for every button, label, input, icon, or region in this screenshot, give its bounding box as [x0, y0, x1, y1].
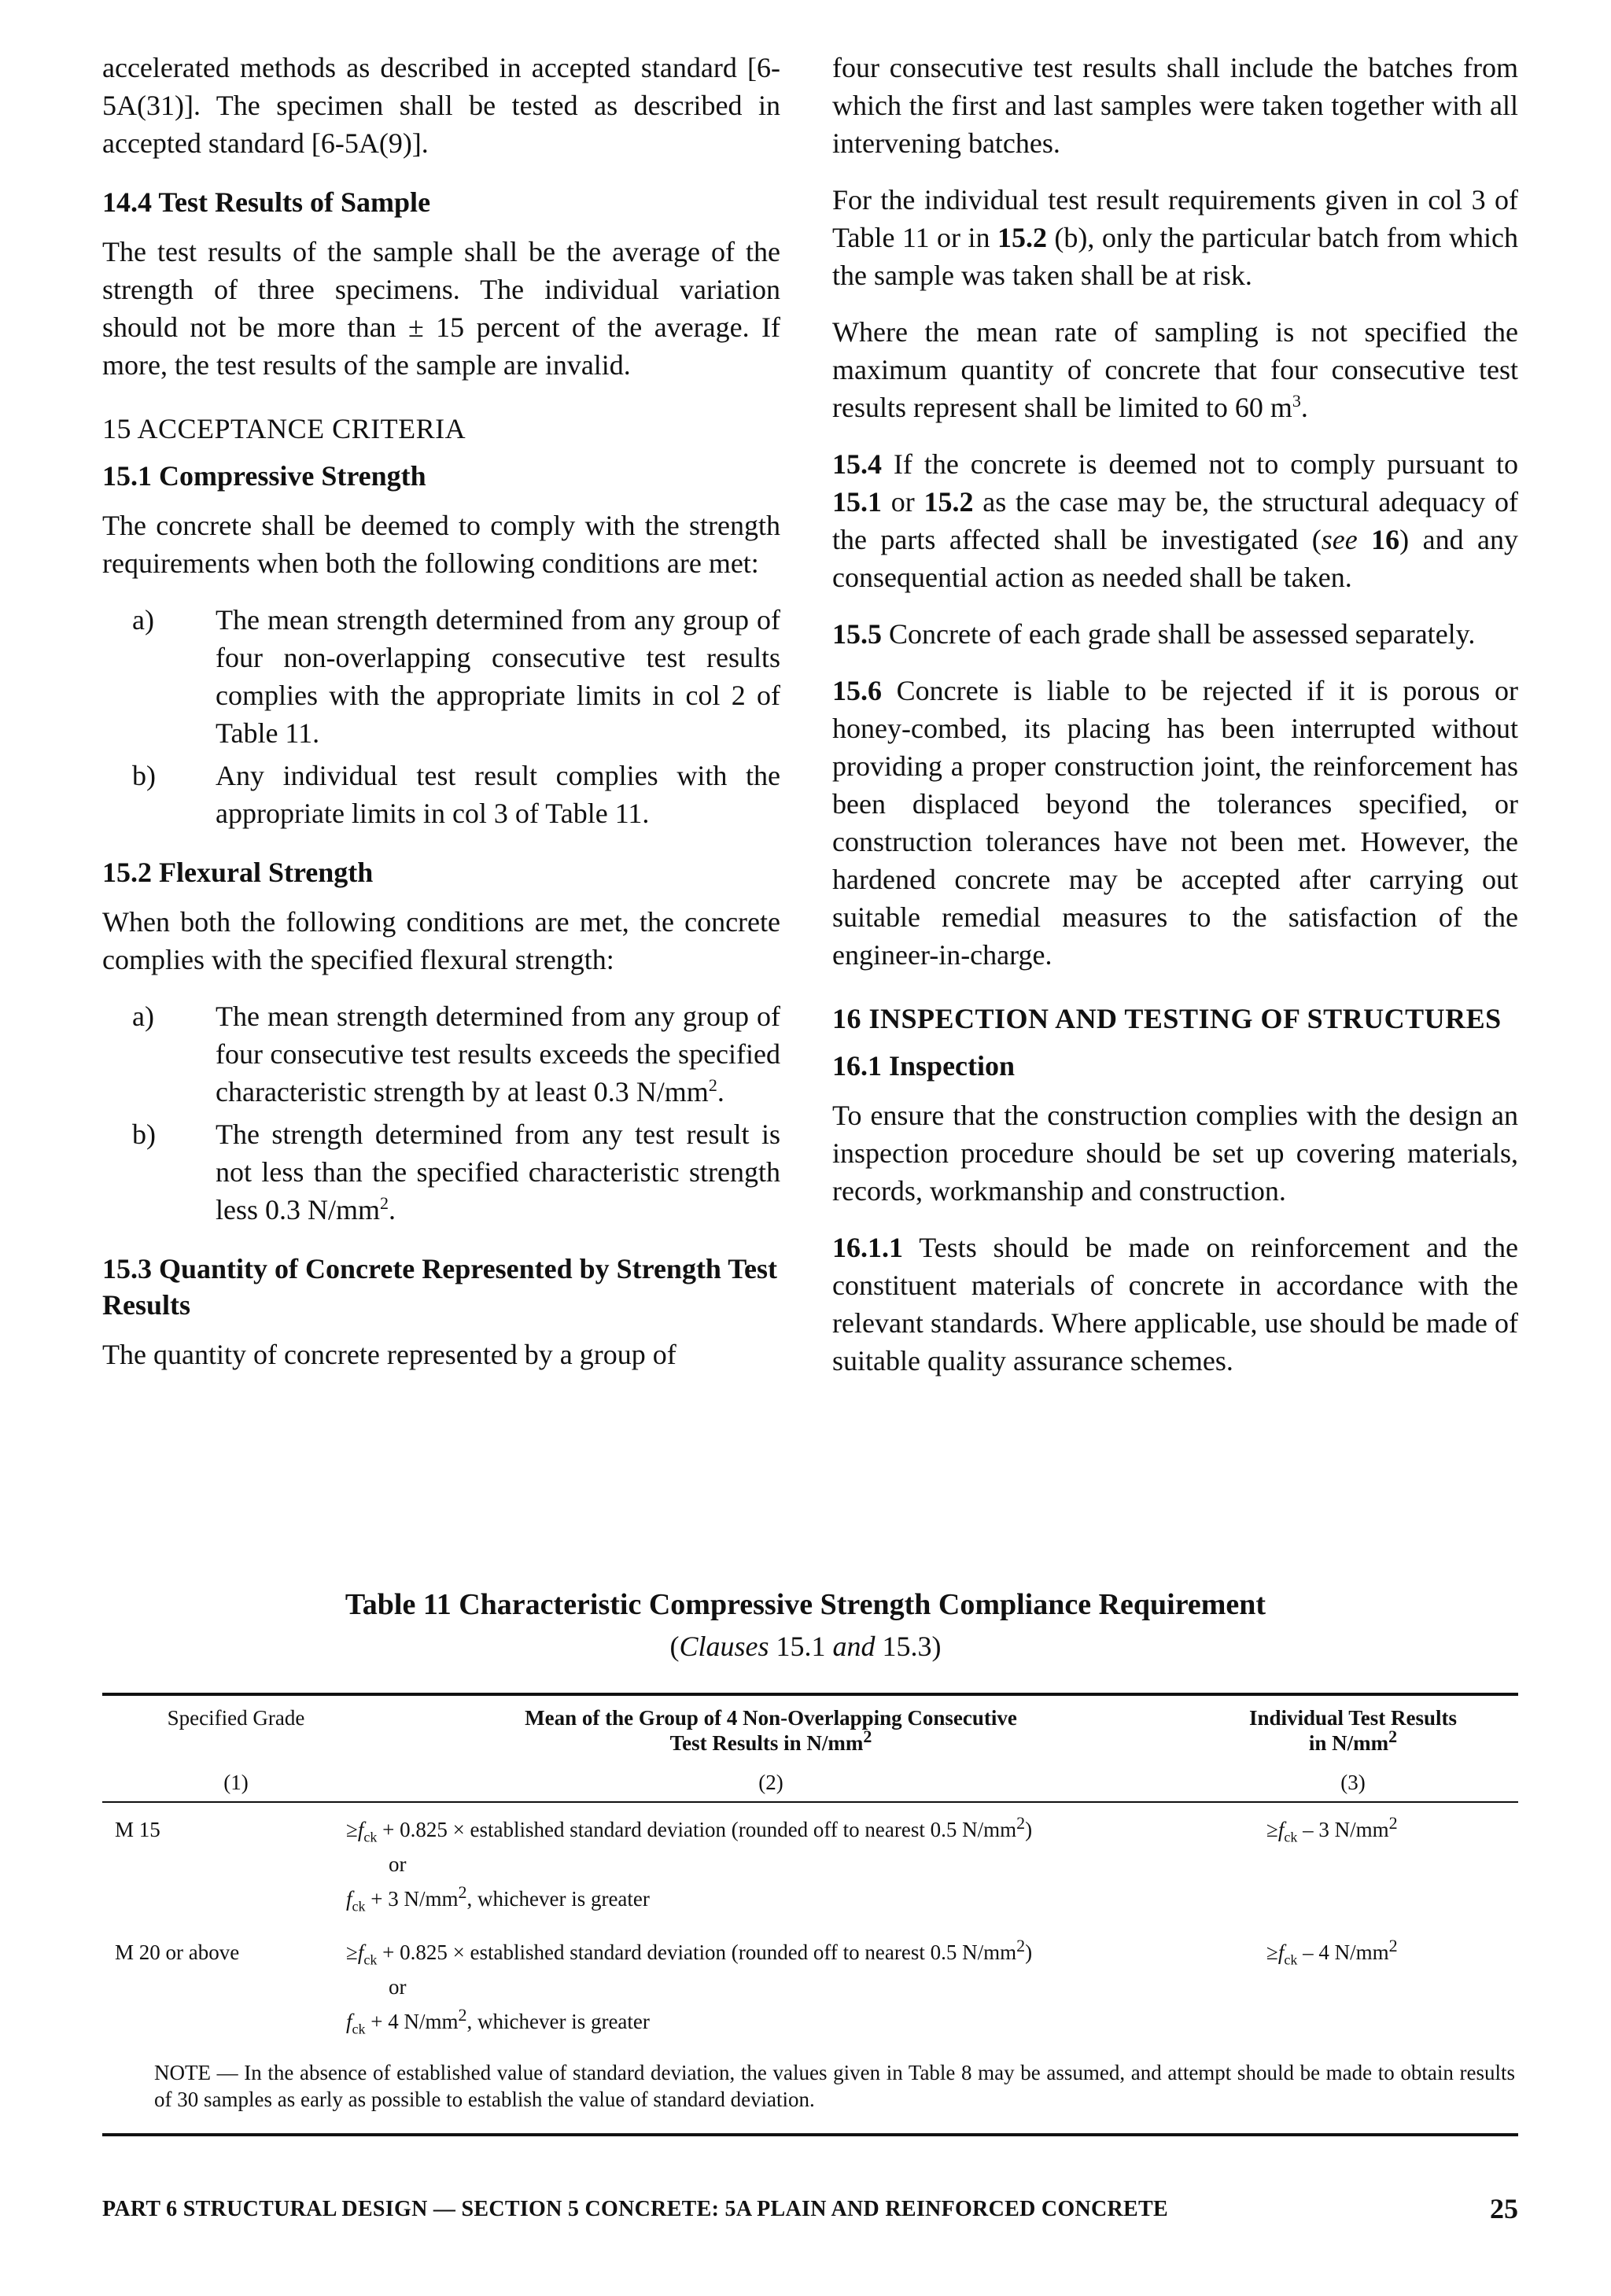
- text-run: Concrete of each grade shall be assessed separately.: [882, 618, 1476, 650]
- table-header-rule: [102, 1801, 1518, 1803]
- paragraph-15-4: [832, 445, 1518, 596]
- row-grade: M 20 or above: [115, 1940, 240, 1964]
- header-specified-grade: Specified Grade: [167, 1706, 305, 1730]
- row-grade: M 15: [115, 1818, 160, 1841]
- col-number: (1): [223, 1771, 249, 1794]
- header-mean-line1: Mean of the Group of 4 Non-Overlapping Consecutive: [525, 1706, 1017, 1730]
- superscript: 2: [708, 1075, 717, 1095]
- header-individual-results: [1196, 1705, 1510, 1756]
- heading-15-1: 15.1 Compressive Strength: [102, 460, 426, 492]
- paragraph-16-1-1: [832, 1229, 1518, 1380]
- row-individual: [1266, 1936, 1398, 1972]
- paragraph-individual-results: [832, 181, 1518, 294]
- page-number: 25: [1490, 2193, 1518, 2224]
- paragraph-15-3: The quantity of concrete represented by a group of: [102, 1339, 676, 1370]
- row-or: or: [389, 1975, 407, 1999]
- list-item: [102, 997, 780, 1111]
- clause-ref: 15.2: [997, 222, 1047, 253]
- text-run: If the concrete is deemed not to comply pursuant to: [882, 448, 1518, 480]
- heading-16: 16 INSPECTION AND TESTING OF STRUCTURES: [832, 1003, 1502, 1034]
- text-run: (b), only the particular batch from which the sample was taken shall be at risk.: [832, 222, 1518, 291]
- superscript: 2: [863, 1727, 872, 1746]
- punctuation: .: [717, 1076, 724, 1107]
- punctuation: ): [1025, 1940, 1033, 1964]
- text-run: Tests should be made on reinforcement and the constituent materials of concrete in accordance with the relevant standards. Where applicable, use should be made of suitable quality assurance schemes.: [832, 1232, 1518, 1376]
- row-individual: [1266, 1813, 1398, 1849]
- heading-15-2: 15.2 Flexural Strength: [102, 857, 374, 888]
- row-or: or: [389, 1852, 407, 1876]
- heading-15: 15 ACCEPTANCE CRITERIA: [102, 413, 466, 444]
- text-run: + 0.825 × established standard deviation (rounded off to nearest 0.5 N/mm: [377, 1818, 1017, 1841]
- text-run: Concrete is liable to be rejected if it is porous or honey-combed, its placing has been interrupted without providing a proper construction joint, the reinforcement has been displaced beyond the tolerances specified, or construction tolerances have not been met. However, the hardened concrete may be accepted after carrying out suitable remedial measures to the satisfaction of the engineer-in-charge.: [832, 675, 1518, 971]
- list-15-2: [102, 997, 780, 1229]
- text-run: ) and any consequential action as needed shall be taken.: [832, 524, 1518, 593]
- text-run: + 4 N/mm: [365, 2010, 459, 2033]
- subscript: ck: [363, 1829, 378, 1845]
- header-indiv-line2: [1196, 1727, 1510, 1756]
- superscript: 2: [1016, 1936, 1026, 1955]
- list-15-1: [102, 601, 780, 832]
- clauses-label: Clauses: [679, 1631, 769, 1662]
- row-mean-line1: [346, 1936, 1033, 1972]
- paragraph-14-4: The test results of the sample shall be the average of the strength of three specimens. The individual variation should not be more than ± 15 percent of the average. If more, the test results of the sample are invalid.: [102, 236, 780, 381]
- and-label: and: [832, 1631, 876, 1662]
- superscript: 3: [1292, 391, 1301, 411]
- paragraph-15-5: [832, 615, 1518, 653]
- intro-paragraph: accelerated methods as described in accepted standard [6-5A(31)]. The specimen shall be tested as described in accepted standard [6-5A(9)].: [102, 52, 780, 159]
- text-run: + 0.825 × established standard deviation (rounded off to nearest 0.5 N/mm: [377, 1940, 1017, 1964]
- list-item: [102, 601, 780, 752]
- superscript: 2: [458, 2005, 467, 2025]
- list-item-text: The mean strength determined from any group of four consecutive test results exceeds the specified characteristic strength by at least 0.3 N/mm: [216, 1001, 780, 1107]
- list-marker: b): [132, 760, 156, 791]
- right-column: [832, 49, 1518, 1399]
- superscript: 2: [1388, 1936, 1398, 1955]
- fck-symbol: f: [346, 2010, 352, 2033]
- text-run: as the case may be, the structural adequacy of the parts affected shall be investigated (: [832, 486, 1518, 555]
- punctuation: .: [389, 1194, 396, 1225]
- left-column: [102, 49, 780, 1392]
- clause-ref: 16: [1357, 524, 1400, 555]
- list-marker: a): [132, 604, 154, 636]
- text-run: Test Results in N/mm: [669, 1731, 864, 1755]
- punctuation: ): [1025, 1818, 1033, 1841]
- symbol: ≥: [346, 1818, 358, 1841]
- list-item-text: The mean strength determined from any group of four non-overlapping consecutive test results complies with the appropriate limits in col 2 of Table 11.: [216, 604, 780, 749]
- list-marker: a): [132, 1001, 154, 1032]
- list-marker: b): [132, 1119, 156, 1150]
- clause-ref: 15.2: [923, 486, 974, 518]
- text-run: – 4 N/mm: [1297, 1940, 1389, 1964]
- list-item: [102, 757, 780, 832]
- clause-number: 15.6: [832, 675, 882, 706]
- text-run: or: [882, 486, 924, 518]
- clause-number: 15.4: [832, 448, 882, 480]
- subscript: ck: [352, 2021, 366, 2037]
- col-number: (3): [1340, 1771, 1366, 1794]
- list-item-text: Any individual test result complies with the appropriate limits in col 3 of Table 11.: [216, 760, 780, 829]
- symbol: ≥: [346, 1940, 358, 1964]
- paragraph-15-6: [832, 672, 1518, 974]
- subscript: ck: [1284, 1829, 1298, 1845]
- symbol: ≥: [1266, 1940, 1278, 1964]
- header-mean-group: [393, 1705, 1148, 1756]
- text-run: , whichever is greater: [466, 1887, 650, 1911]
- row-mean-line1: [346, 1813, 1033, 1849]
- list-item-text: The strength determined from any test result is not less than the specified characteristic strength less 0.3 N/mm: [216, 1119, 780, 1225]
- paragraph-15-1: The concrete shall be deemed to comply with the strength requirements when both the following conditions are met:: [102, 510, 780, 579]
- punctuation: .: [1300, 392, 1308, 423]
- superscript: 2: [458, 1882, 467, 1902]
- superscript: 2: [1016, 1813, 1026, 1833]
- heading-14-4: 14.4 Test Results of Sample: [102, 186, 431, 218]
- subscript: ck: [352, 1898, 366, 1915]
- text-run: – 3 N/mm: [1297, 1818, 1389, 1841]
- text-run: + 3 N/mm: [365, 1887, 459, 1911]
- text-run: in N/mm: [1308, 1731, 1389, 1755]
- col-number: (2): [758, 1771, 783, 1794]
- table-note: NOTE — In the absence of established value of standard deviation, the values given in Table 8 may be assumed, and attempt should be made to obtain results of 30 samples as early as possible to establish the value of standard deviation.: [154, 2061, 1515, 2111]
- superscript: 2: [380, 1193, 389, 1213]
- fck-symbol: f: [357, 1940, 364, 1964]
- table-top-rule: [102, 1693, 1518, 1696]
- heading-16-1: 16.1 Inspection: [832, 1050, 1016, 1082]
- row-mean-line3: [346, 2005, 650, 2041]
- text-run: For the individual test result requirements given in col 3 of Table 11 or in: [832, 184, 1518, 253]
- clause-number: 16.1.1: [832, 1232, 903, 1263]
- clause-ref: 15.1: [832, 486, 882, 518]
- fck-symbol: f: [1277, 1940, 1285, 1964]
- clause-ref: 15.1: [769, 1631, 833, 1662]
- fck-symbol: f: [1277, 1818, 1285, 1841]
- paragraph-16-1: To ensure that the construction complies with the design an inspection procedure should be set up covering materials, records, workmanship and construction.: [832, 1100, 1518, 1207]
- paragraph-mean-rate: [832, 313, 1518, 426]
- text-run: Where the mean rate of sampling is not specified the maximum quantity of concrete that four consecutive test results represent shall be limited to 60 m: [832, 316, 1518, 423]
- header-mean-line2: [393, 1727, 1148, 1756]
- clause-ref: 15.3: [875, 1631, 932, 1662]
- text-run: , whichever is greater: [466, 2010, 650, 2033]
- running-footer: PART 6 STRUCTURAL DESIGN — SECTION 5 CONCRETE: 5A PLAIN AND REINFORCED CONCRETE: [102, 2197, 1168, 2221]
- symbol: ≥: [1266, 1818, 1278, 1841]
- superscript: 2: [1388, 1727, 1398, 1746]
- table-title: Table 11 Characteristic Compressive Strength Compliance Requirement: [345, 1588, 1266, 1621]
- table-bottom-rule: [102, 2133, 1518, 2136]
- continued-paragraph: four consecutive test results shall include the batches from which the first and last samples were taken together with all intervening batches.: [832, 52, 1518, 159]
- list-item: [102, 1115, 780, 1229]
- fck-symbol: f: [346, 1887, 352, 1911]
- fck-symbol: f: [357, 1818, 364, 1841]
- subscript: ck: [1284, 1951, 1298, 1968]
- paragraph-15-2: When both the following conditions are met, the concrete complies with the specified flexural strength:: [102, 906, 780, 975]
- row-mean-line3: [346, 1882, 650, 1918]
- table-clauses: (Clauses 15.1 and 15.3): [669, 1631, 942, 1662]
- header-indiv-line1: Individual Test Results: [1248, 1706, 1458, 1730]
- see-italic: see: [1321, 524, 1358, 555]
- subscript: ck: [363, 1951, 378, 1968]
- clause-number: 15.5: [832, 618, 882, 650]
- superscript: 2: [1388, 1813, 1398, 1833]
- heading-15-3: 15.3 Quantity of Concrete Represented by Strength Test Results: [102, 1253, 777, 1321]
